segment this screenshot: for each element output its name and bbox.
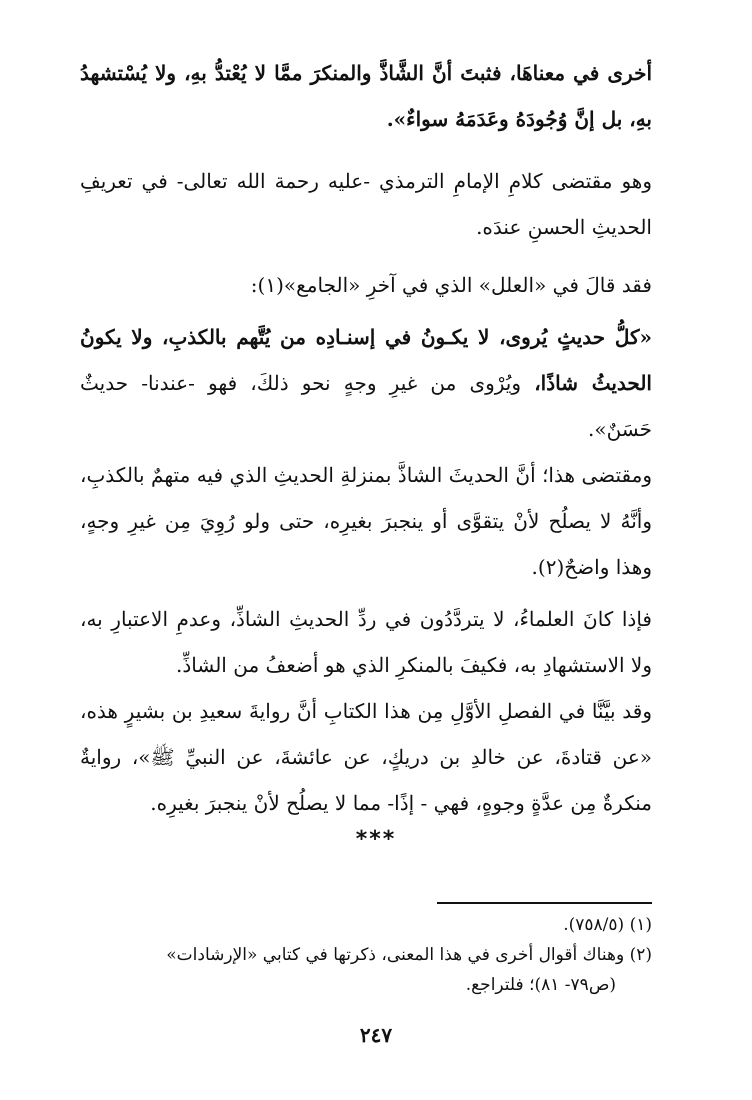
footnotes bbox=[80, 910, 652, 1000]
paragraph-hasan-quote bbox=[80, 314, 652, 452]
footnote-divider bbox=[437, 902, 652, 904]
quote-rest: ويُرْوى من غيرِ وجهٍ نحو ذلكَ، فهو -عندنا- حديثٌ حَسَنٌ». bbox=[80, 371, 652, 441]
paragraph-munkar: فإذا كانَ العلماءُ، لا يتردَّدُون في ردِّ الحديثِ الشاذِّ، وعدمِ الاعتبارِ به، ولا الاستشهادِ به، فكيفَ بالمنكرِ الذي هو أضعفُ من الشاذِّ. bbox=[80, 607, 652, 677]
paragraph-first-chapter: وقد بيَّنَّا في الفصلِ الأوَّلِ مِن هذا الكتابِ أنَّ روايةَ سعيدِ بن بشيرٍ هذه، «عن قتادةَ، عن خالدِ بن دريكٍ، عن عائشةَ، عن النبيِّ ﷺ»، روايةٌ منكرةٌ مِن عدَّةٍ وجوهٍ، فهي - إذًا- مما لا يصلُح لأنْ ينجبرَ بغيرِه. bbox=[80, 699, 652, 815]
paragraph-ilal-intro: فقد قالَ في «العلل» الذي في آخرِ «الجامع»(١): bbox=[250, 273, 652, 297]
paragraph-tirmidhi-definition: وهو مقتضى كلامِ الإمامِ الترمذي -عليه رحمة الله تعالى- في تعريفِ الحديثِ الحسنِ عندَه. bbox=[80, 169, 652, 239]
paragraph-implication: ومقتضى هذا؛ أنَّ الحديثَ الشاذَّ بمنزلةِ الحديثِ الذي فيه متهمٌ بالكذبِ، وأنَّهُ لا يصلُح لأنْ يتقوَّى أو ينجبرَ بغيرِه، حتى ولو رُوِيَ مِن غيرِ وجهٍ، وهذا واضحٌ(٢). bbox=[80, 463, 653, 579]
section-separator: *** bbox=[355, 827, 397, 852]
footnote-2-continuation: (ص٧٩- ٨١)؛ فلتراجع. bbox=[465, 975, 616, 995]
quote-bold-start: «كلُّ حديثٍ يُروى، لا يكـونُ في إسنـادِه من يُتَّهم بالكذبِ، ولا يكونُ الحديثُ شاذًا، bbox=[80, 325, 652, 395]
paragraph-continuation: أخرى في معناهَا، فثبتَ أنَّ الشَّاذَّ والمنكرَ ممَّا لا يُعْتدُّ بهِ، ولا يُسْتشهدُ بهِ، بل إنَّ وُجُودَهُ وعَدَمَهُ سواءٌ». bbox=[80, 61, 652, 131]
footnote-2: (٢) وهناك أقوال أخرى في هذا المعنى، ذكرتها في كتابي «الإرشادات» bbox=[166, 945, 652, 965]
page-number: ٢٤٧ bbox=[359, 1023, 393, 1047]
footnote-1: (١) (٧٥٨/٥). bbox=[563, 915, 652, 935]
